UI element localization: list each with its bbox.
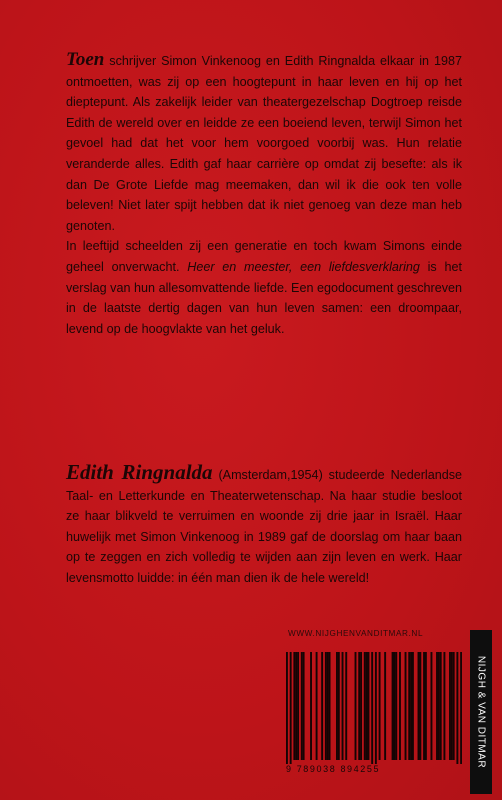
barcode-bar (297, 652, 299, 760)
barcode-bar (419, 652, 421, 760)
book-title: Heer en meester, een liefdesverklaring (187, 259, 420, 274)
barcode-bar (392, 652, 394, 760)
barcode-bar (338, 652, 340, 760)
barcode-bar (410, 652, 412, 760)
barcode-bar (408, 652, 410, 760)
barcode-bar (358, 652, 360, 760)
author-name: Edith Ringnalda (66, 460, 213, 484)
blurb-text (66, 50, 462, 339)
barcode-bar (364, 652, 366, 760)
barcode-bar (360, 652, 362, 760)
blurb-paragraph-2 (66, 236, 462, 339)
barcode-bar (310, 652, 312, 760)
barcode-bar (371, 652, 373, 764)
barcode-bar (293, 652, 295, 760)
author-bio-paragraph (66, 462, 462, 589)
barcode-bar (436, 652, 438, 760)
barcode-bar (451, 652, 453, 760)
author-bio-text: (Amsterdam,1954) studeerde Nederlandse Taal- en Letterkunde en Theaterwetenschap. Na haar studie besloot ze haar blikveld te verruimen en woonde zij drie jaar in Israël. Haar huwelijk met Simon Vinkenoog in 1989 gaf de doorslag om haar baan op te zeggen en zich volledig te wijden aan zijn leven en werk. Haar levensmotto luidde: in één man dien ik de hele wereld! (66, 468, 463, 585)
barcode-bar (438, 652, 440, 760)
isbn-number: 9 789038 894255 (286, 764, 381, 774)
barcode-bar (342, 652, 344, 760)
barcode-bar (301, 652, 303, 760)
barcode-bar (290, 652, 292, 764)
barcode-bar (379, 652, 381, 760)
barcode-bar (321, 652, 323, 760)
barcode-bar (329, 652, 331, 760)
barcode-bar (412, 652, 414, 760)
blurb-paragraph-1-text: schrijver Simon Vinkenoog en Edith Ringnalda elkaar in 1987 ontmoetten, was zij op een hoogtepunt in haar leven en hij op het dieptepunt. Als zakelijk leider van theatergezelschap Dogtroep reisde Edith de wereld over en leidde ze een boeiend leven, terwijl Simon het gevoel had dat het voor hem voorgoed voorbij was. Hun relatie veranderde alles. Edith gaf haar carrière op omdat zij besefte: als ik dan De Grote Liefde mag meemaken, dan wil ik die ook ten volle beleven! Niet later spijt hebben dat ik niet genoeg van deze man heb genoten. (66, 54, 462, 233)
barcode-bar (355, 652, 357, 760)
barcode-bar (431, 652, 433, 760)
publisher-name: NIJGH & VAN DITMAR (475, 655, 487, 769)
barcode-bar (418, 652, 420, 760)
blurb-paragraph-2-start: In leeftijd scheelden zij een generatie en toch kwam Simons einde geheel onverwacht. (66, 239, 462, 274)
barcode-bar (395, 652, 397, 760)
barcode-bar (440, 652, 442, 760)
barcode-bar (375, 652, 377, 764)
publisher-website[interactable]: WWW.NIJGHENVANDITMAR.NL (288, 629, 424, 638)
barcode-bar (399, 652, 401, 760)
barcode-bars (286, 652, 462, 764)
barcode-bar (443, 652, 445, 760)
barcode-bar (316, 652, 318, 760)
blurb-paragraph-1 (66, 50, 462, 236)
barcode-bar (336, 652, 338, 760)
publisher-logo (470, 630, 492, 794)
isbn-barcode (286, 652, 462, 764)
barcode-bar (405, 652, 407, 760)
barcode-bar (286, 652, 288, 764)
blurb-paragraph-2-rest: is het verslag van hun allesomvattende liefde. Een egodocument geschreven in de laatste dertig dagen van hun leven samen: een droompaar, levend op de hoogvlakte van het geluk. (66, 259, 462, 336)
lead-word: Toen (66, 49, 105, 70)
barcode-bar (368, 652, 370, 760)
barcode-bar (456, 652, 458, 764)
barcode-bar (449, 652, 451, 760)
barcode-bar (384, 652, 386, 760)
barcode-bar (460, 652, 462, 764)
barcode-bar (295, 652, 297, 760)
barcode-bar (303, 652, 305, 760)
barcode-bar (393, 652, 395, 760)
author-bio (66, 462, 462, 589)
barcode-bar (425, 652, 427, 760)
barcode-bar (366, 652, 368, 760)
barcode-bar (423, 652, 425, 760)
barcode-bar (325, 652, 327, 760)
barcode-bar (327, 652, 329, 760)
barcode-bar (453, 652, 455, 760)
barcode-bar (345, 652, 347, 760)
